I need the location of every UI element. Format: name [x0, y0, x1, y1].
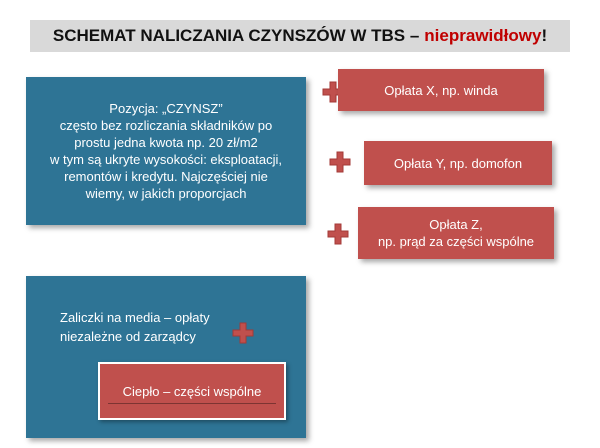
plus-icon: [232, 322, 254, 344]
title-accent: nieprawidłowy: [424, 26, 542, 45]
title-main: SCHEMAT NALICZANIA CZYNSZÓW W TBS –: [52, 26, 420, 45]
fee-x-box: [338, 69, 544, 111]
fee-z-line: np. prąd za części wspólne: [377, 234, 535, 249]
rent-box-line: remontów i kredytu. Najczęściej nie: [64, 169, 268, 184]
media-box-line: niezależne od zarządcy: [60, 329, 196, 344]
rent-box: [26, 77, 306, 225]
heat-common-label: Ciepło – części wspólne: [122, 383, 262, 399]
heat-underline: [108, 403, 276, 404]
plus-icon: [327, 223, 349, 245]
heat-common-box: [98, 362, 286, 420]
fee-y-label: Opłata Y, np. domofon: [393, 155, 523, 171]
title-exclamation: !: [541, 26, 548, 45]
fee-y-box: [364, 141, 552, 185]
plus-icon: [329, 151, 351, 173]
rent-box-line: w tym są ukryte wysokości: eksploatacji,: [50, 152, 282, 167]
media-box-line: Zaliczki na media – opłaty: [60, 310, 210, 325]
rent-box-line: Pozycja: „CZYNSZ”: [109, 101, 223, 116]
fee-x-label: Opłata X, np. winda: [384, 82, 498, 98]
fee-z-box: [358, 207, 554, 259]
rent-box-line: prostu jedna kwota np. 20 zł/m2: [74, 135, 258, 150]
diagram-title: [30, 20, 570, 52]
fee-z-line: Opłata Z,: [429, 217, 483, 232]
rent-box-line: wiemy, w jakich proporcjach: [85, 186, 247, 201]
rent-box-line: często bez rozliczania składników po: [59, 118, 273, 133]
